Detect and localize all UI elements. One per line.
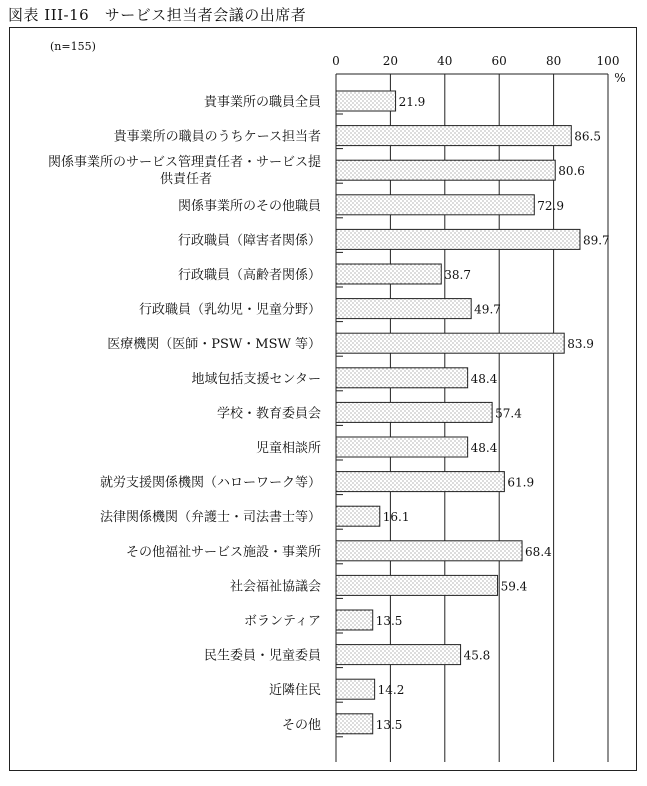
category-label-line2: 供責任者 bbox=[159, 172, 213, 188]
bar bbox=[336, 126, 571, 146]
category-label: 関係事業所のその他職員 bbox=[177, 198, 321, 214]
value-label: 13.5 bbox=[375, 614, 403, 628]
x-tick-label: 60 bbox=[491, 54, 507, 68]
chart-frame bbox=[9, 27, 637, 771]
category-label: 社会福祉協議会 bbox=[229, 579, 321, 595]
x-tick-label: 0 bbox=[332, 54, 340, 68]
x-tick-label: 20 bbox=[382, 54, 399, 68]
value-label: 72.9 bbox=[537, 198, 565, 213]
value-label: 49.7 bbox=[474, 302, 501, 317]
category-label: 民生委員・児童委員 bbox=[203, 648, 321, 664]
bar bbox=[336, 333, 564, 353]
category-label: 医療機関（医師・PSW・MSW 等） bbox=[107, 337, 321, 353]
sample-size-note: (n=155) bbox=[50, 40, 96, 53]
category-label: 貴事業所の職員のうちケース担当者 bbox=[113, 129, 321, 145]
value-label: 48.4 bbox=[470, 371, 498, 386]
category-label: 就労支援関係機関（ハローワーク等） bbox=[99, 475, 321, 491]
unit-label: % bbox=[614, 71, 626, 85]
value-label: 59.4 bbox=[500, 579, 528, 594]
bar bbox=[336, 610, 373, 630]
value-label: 61.9 bbox=[507, 475, 535, 490]
bar bbox=[336, 195, 534, 215]
bar bbox=[336, 714, 373, 734]
x-tick-label: 40 bbox=[437, 54, 453, 68]
value-label: 57.4 bbox=[495, 406, 522, 421]
category-label: 関係事業所のサービス管理責任者・サービス提 bbox=[47, 155, 321, 171]
bar bbox=[336, 229, 580, 249]
value-label: 83.9 bbox=[567, 337, 594, 352]
bar bbox=[336, 264, 441, 284]
category-label: 近隣住民 bbox=[268, 683, 321, 699]
value-label: 45.8 bbox=[463, 648, 491, 663]
bar bbox=[336, 299, 471, 319]
bar bbox=[336, 402, 492, 422]
category-label: 貴事業所の職員全員 bbox=[203, 95, 321, 110]
value-label: 21.9 bbox=[398, 95, 426, 109]
category-label: 行政職員（障害者関係） bbox=[177, 233, 321, 249]
category-label: その他 bbox=[281, 717, 321, 733]
bar bbox=[336, 679, 375, 699]
value-label: 48.4 bbox=[470, 441, 498, 455]
bar-chart bbox=[10, 28, 636, 770]
figure-title: 図表 III-16 サービス担当者会議の出席者 bbox=[8, 6, 307, 24]
x-tick-label: 100 bbox=[596, 54, 620, 68]
bar bbox=[336, 160, 555, 180]
value-label: 80.6 bbox=[558, 164, 585, 179]
value-label: 68.4 bbox=[525, 544, 552, 559]
bar bbox=[336, 541, 522, 561]
category-label: 法律関係機関（弁護士・司法書士等） bbox=[99, 510, 321, 526]
category-label: 行政職員（高齢者関係） bbox=[177, 268, 321, 283]
bar bbox=[336, 645, 461, 665]
bar bbox=[336, 437, 468, 457]
value-label: 16.1 bbox=[382, 510, 410, 525]
category-label: 児童相談所 bbox=[255, 441, 321, 456]
category-label: ボランティア bbox=[244, 614, 321, 629]
bar bbox=[336, 472, 504, 492]
x-tick-label: 80 bbox=[545, 54, 562, 68]
category-label: 学校・教育委員会 bbox=[216, 406, 321, 422]
value-label: 14.2 bbox=[377, 683, 405, 698]
value-label: 38.7 bbox=[444, 268, 471, 282]
bar bbox=[336, 91, 396, 111]
category-label: 行政職員（乳幼児・児童分野） bbox=[138, 302, 321, 318]
bar bbox=[336, 506, 380, 526]
value-label: 89.7 bbox=[582, 233, 610, 248]
category-label: 地域包括支援センター bbox=[191, 371, 321, 387]
bar bbox=[336, 368, 468, 388]
value-label: 13.5 bbox=[375, 717, 403, 732]
bar bbox=[336, 575, 498, 595]
value-label: 86.5 bbox=[574, 129, 601, 144]
category-label: その他福祉サービス施設・事業所 bbox=[125, 544, 321, 560]
